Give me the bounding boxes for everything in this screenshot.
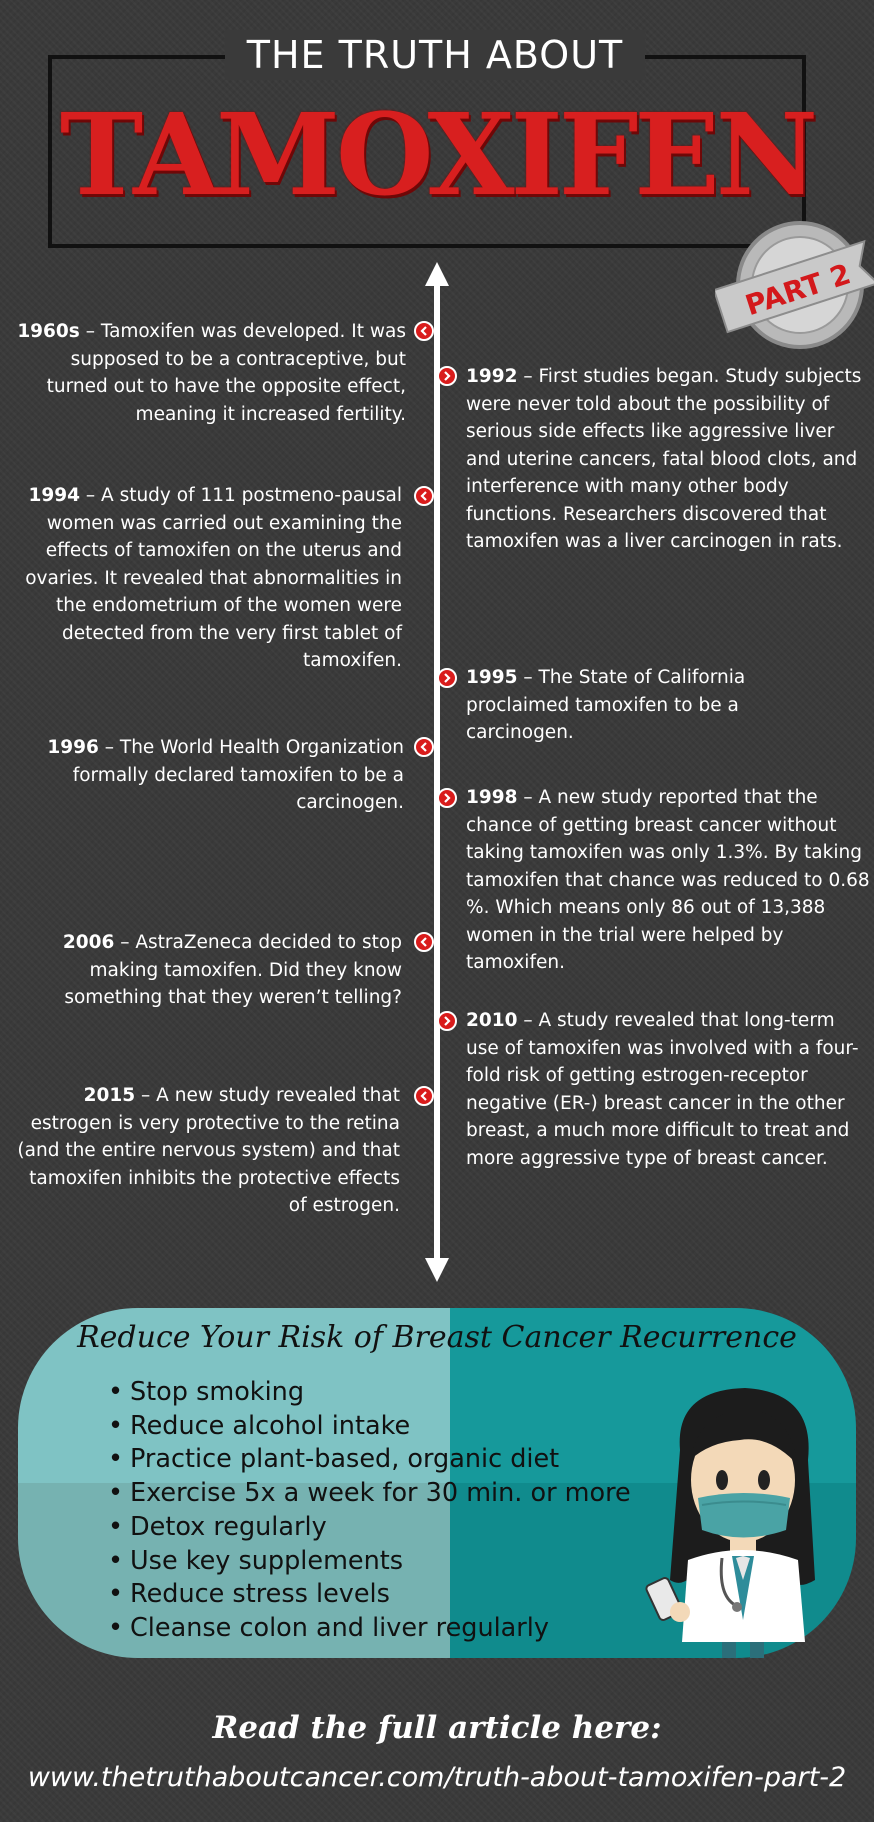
timeline-entry-1998 (466, 784, 870, 977)
entry-year: 1996 (47, 737, 99, 758)
marker-right-icon (437, 788, 457, 808)
entry-text: – AstraZeneca decided to stop making tamoxifen. Did they know something that they weren’t telling? (64, 932, 402, 1008)
list-item: • Practice plant-based, organic diet (108, 1444, 560, 1475)
entry-year: 1994 (28, 485, 81, 506)
doctor-illustration (640, 1380, 840, 1660)
marker-right-icon (437, 366, 457, 386)
list-item: • Use key supplements (108, 1545, 404, 1576)
marker-left-icon (414, 737, 434, 757)
part-badge-text: PART 2 (741, 257, 855, 323)
entry-year: 1998 (466, 787, 518, 808)
marker-right-icon (437, 668, 457, 688)
entry-year: 1960s (17, 321, 80, 342)
timeline-arrow-down (425, 1258, 449, 1282)
timeline-entry-1996 (8, 734, 404, 817)
timeline-entry-2006 (8, 929, 402, 1012)
marker-left-icon (414, 1086, 434, 1106)
marker-left-icon (414, 486, 434, 506)
entry-year: 1995 (466, 667, 518, 688)
timeline-entry-2015 (8, 1082, 400, 1220)
marker-left-icon (414, 321, 434, 341)
timeline-entry-1960s (8, 318, 406, 428)
entry-text: – A new study revealed that estrogen is very protective to the retina (and the entire nervous system) and that tamoxifen inhibits the protective effects of estrogen. (17, 1085, 400, 1216)
marker-right-icon (437, 1011, 457, 1031)
entry-year: 2006 (62, 932, 115, 953)
entry-text: – A study of 111 postmeno-pausal women was carried out examining the effects of tamoxifen on the uterus and ovaries. It revealed that abnormalities in the endometrium of the women were detected from the very first tablet of tamoxifen. (25, 485, 402, 671)
entry-text: – A study revealed that long-term use of tamoxifen was involved with a four-fold risk of getting estrogen-receptor negative (ER-) breast cancer in the other breast, a much more difficult to treat and more aggressive type of breast cancer. (466, 1010, 859, 1169)
timeline-entry-1995 (466, 664, 806, 747)
entry-text: – Tamoxifen was developed. It was supposed to be a contraceptive, but turned out to have the opposite effect, meaning it increased fertility. (46, 321, 406, 425)
entry-text: – The World Health Organization formally declared tamoxifen to be a carcinogen. (72, 737, 404, 813)
entry-text: – The State of California proclaimed tamoxifen to be a carcinogen. (466, 667, 746, 743)
entry-text: – A new study reported that the chance of getting breast cancer without taking tamoxifen was only 1.3%. By taking tamoxifen that chance was reduced to 0.68 %. Which means only 86 out of 13,388 women in the trial were helped by tamoxifen. (466, 787, 870, 973)
list-item: • Cleanse colon and liver regularly (108, 1612, 549, 1643)
timeline-entry-1992 (466, 363, 864, 556)
list-item: • Reduce alcohol intake (108, 1410, 411, 1441)
marker-left-icon (414, 932, 434, 952)
recurrence-title: Reduce Your Risk of Breast Cancer Recurrence (77, 1320, 797, 1355)
timeline-axis (434, 268, 440, 1268)
entry-year: 1992 (466, 366, 518, 387)
list-item: • Detox regularly (108, 1511, 327, 1542)
timeline-entry-2010 (466, 1007, 866, 1172)
article-link[interactable]: www.thetruthaboutcancer.com/truth-about-tamoxifen-part-2 (27, 1762, 847, 1793)
list-item: • Reduce stress levels (108, 1579, 390, 1610)
list-item: • Stop smoking (108, 1377, 305, 1407)
title-main: TAMOXIFEN (59, 90, 815, 221)
entry-year: 2015 (83, 1085, 136, 1106)
entry-text: – First studies began. Study subjects were never told about the possibility of serious side effects like aggressive liver and uterine cancers, fatal blood clots, and interference with many other body functions. Researchers discovered that tamoxifen was a liver carcinogen in rats. (466, 366, 862, 552)
part-2-badge (715, 215, 874, 375)
entry-year: 2010 (466, 1010, 518, 1031)
timeline-entry-1994 (6, 482, 402, 675)
title-subtitle: THE TRUTH ABOUT (225, 30, 645, 80)
recurrence-tips-list (108, 1376, 631, 1646)
read-more-heading: Read the full article here: (212, 1710, 662, 1746)
list-item: • Exercise 5x a week for 30 min. or more (108, 1478, 631, 1509)
